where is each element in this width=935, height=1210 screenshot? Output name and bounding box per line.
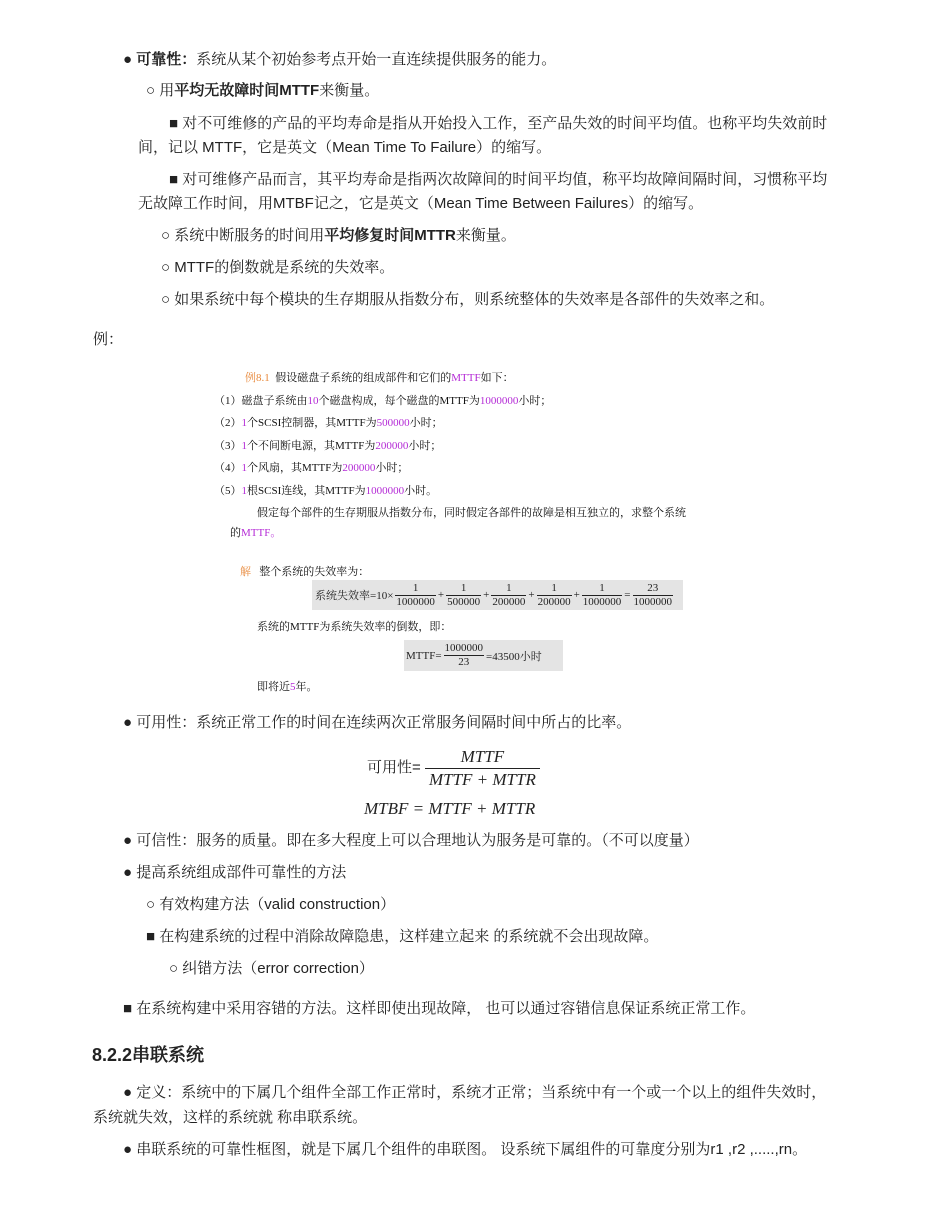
mttf-measure-pre: ○ 用: [146, 82, 175, 99]
mttf-result: =43500小时: [486, 650, 542, 663]
mttr-bold: 平均修复时间MTTR: [324, 227, 456, 244]
example-item-3: （3）1个不间断电源，其MTTF为200000小时；: [214, 440, 442, 452]
near-years-text: 即将近5年。: [257, 681, 318, 693]
example-label: 例：: [93, 331, 124, 348]
solution-text: 整个系统的失效率为：: [259, 566, 370, 578]
mtbf-def-line-1: ■ 对可维修产品而言，其平均寿命是指两次故障间的时间平均值，称平均故障间隔时间，习惯称平均: [169, 171, 828, 188]
valid-construction-line: ○ 有效构建方法（valid construction）: [146, 896, 396, 913]
fraction-result: $\frac{23}{1000000}$: [633, 581, 673, 608]
example-item-4: （4）1个风扇，其MTTF为200000小时；: [214, 462, 409, 474]
availability-formula: [367, 744, 540, 792]
example-item-5: （5）1根SCSI连线，其MTTF为1000000小时。: [214, 485, 438, 497]
mttr-post: 来衡量。: [455, 227, 516, 244]
mtbf-def-line-2: 无故障工作时间，用MTBF记之，它是英文（Mean Time Between Failures）的缩写。: [138, 195, 704, 212]
solution-tag: 解: [240, 566, 251, 578]
mttf-def-line-2: 间，记以 MTTF，它是英文（Mean Time To Failure）的缩写。: [138, 139, 552, 156]
solution-line: [240, 564, 369, 580]
section-heading: 8.2.2串联系统: [92, 1045, 205, 1065]
mttf-fraction: $\frac{1000000}{23}$: [444, 642, 484, 668]
mttf-def-line-1: ■ 对不可维修的产品的平均寿命是指从开始投入工作，至产品失效的时间平均值。也称平均失效前时: [169, 115, 828, 132]
improve-line: ● 提高系统组成部件可靠性的方法: [123, 864, 347, 881]
exponential-line: ○ 如果系统中每个模块的生存期服从指数分布，则系统整体的失效率是各部件的失效率之和。: [161, 291, 775, 308]
availability-formula-eq: =: [412, 759, 421, 777]
formula-label: 系统失效率=10×: [315, 590, 394, 602]
availability-line: ● 可用性：系统正常工作的时间在连续两次正常服务间隔时间中所占的比率。: [123, 714, 632, 731]
fraction-1: $\frac{1}{1000000}$: [396, 581, 435, 608]
mttf-reciprocal-text: 系统的MTTF为系统失效率的倒数，即：: [257, 621, 452, 633]
mtbf-formula: MTBF = MTTF + MTTR: [364, 799, 536, 818]
example-assume-1: 假定每个部件的生存期服从指数分布，同时假定各部件的故障是相互独立的，求整个系统: [257, 507, 686, 519]
fraction-3: $\frac{1}{200000}$: [492, 581, 526, 608]
example-title: [245, 370, 514, 386]
mttf-measure-bold: 平均无故障时间MTTF: [174, 82, 320, 99]
failure-rate-line: ○ MTTF的倒数就是系统的失效率。: [161, 259, 395, 276]
example-title-text: 假设磁盘子系统的组成部件和它们的: [275, 372, 452, 384]
fraction-2: $\frac{1}{500000}$: [447, 581, 481, 608]
mttf-formula: [404, 640, 563, 671]
series-def-line-2: 系统就失效，这样的系统就 称串联系统。: [93, 1109, 368, 1126]
fraction-5: $\frac{1}{1000000}$: [582, 581, 622, 608]
reliability-term: 可靠性：: [136, 51, 197, 68]
example-title-end: 如下：: [480, 372, 514, 384]
mttr-line: [161, 224, 516, 248]
failure-rate-formula: 系统失效率=10× $\frac{1}{1000000}$ + $\frac{1}{500000}$ + $\frac{1}{200000}$ + $\frac{1}{200000}$ + $\frac{1}{1000000}$ = $\frac{23}{1000000}$: [312, 580, 683, 610]
mttf-formula-label: MTTF=: [406, 649, 442, 662]
availability-fraction: MTTF MTTF + MTTR: [425, 746, 540, 791]
example-item-1: （1）磁盘子系统由10个磁盘构成，每个磁盘的MTTF为1000000小时；: [214, 395, 552, 407]
example-title-mttf: MTTF: [451, 372, 481, 384]
fraction-4: $\frac{1}{200000}$: [537, 581, 571, 608]
example-item-2: （2）1个SCSI控制器，其MTTF为500000小时；: [214, 417, 443, 429]
valid-construction-desc: ■ 在构建系统的过程中消除故障隐患，这样建立起来 的系统就不会出现故障。: [146, 928, 659, 945]
error-correction-desc: ■ 在系统构建中采用容错的方法。这样即使出现故障， 也可以通过容错信息保证系统正常工作。: [123, 1000, 756, 1017]
example-tag: 例8.1: [245, 372, 270, 384]
example-assume-2: 的MTTF。: [230, 527, 282, 539]
availability-formula-label: 可用性: [367, 759, 413, 777]
series-def-line-1: ● 定义：系统中的下属几个组件全部工作正常时，系统才正常；当系统中有一个或一个以上的组件失效时，: [123, 1084, 827, 1101]
error-correction-line: ○ 纠错方法（error correction）: [169, 960, 374, 977]
mttf-measure-line: [146, 79, 379, 103]
mttf-measure-post: 来衡量。: [319, 82, 380, 99]
reliability-line: ● 可靠性：系统从某个初始参考点开始一直连续提供服务的能力。: [123, 51, 557, 68]
series-block-line: ● 串联系统的可靠性框图，就是下属几个组件的串联图。 设系统下属组件的可靠度分别为r1 ,r2 ,.....,rn。: [123, 1141, 808, 1158]
trust-line: ● 可信性：服务的质量。即在多大程度上可以合理地认为服务是可靠的。（不可以度量）: [123, 832, 699, 849]
reliability-def: 系统从某个初始参考点开始一直连续提供服务的能力。: [196, 51, 557, 68]
mttr-pre: ○ 系统中断服务的时间用: [161, 227, 325, 244]
